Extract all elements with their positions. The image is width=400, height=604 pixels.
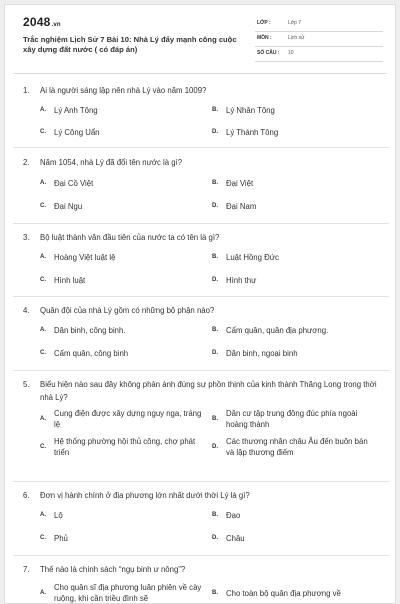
option-b[interactable] [212, 408, 384, 430]
meta-row-subject [255, 32, 383, 47]
question-text [23, 489, 383, 502]
option-text: Lộ [54, 511, 63, 520]
question-item [5, 371, 396, 481]
question-body: Năm 1054, nhà Lý đã đổi tên nước là gì? [40, 158, 183, 167]
meta-row-class [255, 17, 383, 32]
option-text: Hình luật [54, 276, 86, 285]
option-letter: C. [40, 535, 46, 541]
question-body: Bộ luật thành văn đầu tiên của nước ta có tên là gì? [40, 233, 220, 242]
option-text: Lý Công Uẩn [54, 128, 100, 137]
option-grid [40, 325, 383, 359]
option-grid [40, 510, 383, 544]
question-body: Thế nào là chính sách “ngụ binh ư nông”? [40, 565, 186, 574]
option-letter: C. [40, 277, 46, 283]
option-d[interactable] [212, 533, 384, 544]
logo-text: 2048 [23, 15, 51, 29]
option-a[interactable] [40, 510, 212, 521]
option-text: Hình thư [226, 276, 257, 285]
option-c[interactable] [40, 201, 212, 212]
option-b[interactable] [212, 178, 384, 189]
option-text: Lý Anh Tông [54, 106, 98, 115]
question-body: Ai là người sáng lập nên nhà Lý vào năm 1009? [40, 86, 207, 95]
option-c[interactable] [40, 533, 212, 544]
option-text: Cho quân sĩ địa phương luân phiên về cày ruộng, khi cần triều đình sẽ [54, 583, 202, 603]
option-a[interactable] [40, 178, 212, 189]
option-d[interactable] [212, 201, 384, 212]
option-text: Đại Nam [226, 202, 257, 211]
meta-info [255, 17, 383, 62]
question-body: Biểu hiện nào sau đây không phản ánh đúng sự phồn thịnh của kinh thành Thăng Long trong thời nhà Lý? [40, 380, 377, 402]
question-body: Quân đội của nhà Lý gồm có những bộ phận nào? [40, 306, 215, 315]
meta-label: MÔN : [257, 35, 272, 41]
option-a[interactable] [40, 408, 212, 430]
option-text: Cấm quân, quân địa phương. [226, 326, 329, 335]
option-letter: B. [212, 327, 218, 333]
question-item [5, 79, 396, 147]
option-letter: A. [40, 107, 46, 113]
question-list [5, 79, 396, 604]
document-header [5, 5, 395, 71]
option-text: Đại Cồ Việt [54, 179, 94, 188]
option-c[interactable] [40, 127, 212, 138]
option-letter: D. [212, 277, 218, 283]
question-number: 1. [23, 86, 30, 95]
meta-label: LỚP : [257, 20, 271, 26]
option-text: Lý Nhân Tông [226, 106, 275, 115]
option-letter: B. [212, 180, 218, 186]
meta-row-count [255, 47, 383, 62]
option-text: Cho toàn bộ quân địa phương về [226, 588, 341, 598]
option-text: Hệ thống phường hội thủ công, chợ phát triển [54, 437, 196, 457]
option-d[interactable] [212, 436, 384, 458]
option-letter: D. [212, 129, 218, 135]
option-c[interactable] [40, 348, 212, 359]
question-number: 3. [23, 233, 30, 242]
question-number: 4. [23, 306, 30, 315]
meta-value: Lịch sử [288, 35, 305, 41]
option-a[interactable] [40, 105, 212, 116]
option-grid [40, 105, 383, 138]
option-text: Cung điện được xây dựng nguy nga, tráng lệ [54, 409, 202, 429]
option-text: Phủ [54, 534, 68, 543]
option-letter: A. [40, 415, 46, 422]
option-letter: A. [40, 512, 46, 518]
page-title: Trắc nghiệm Lịch Sử 7 Bài 10: Nhà Lý đẩy mạnh công cuộc xây dựng đất nước ( có đáp án) [23, 35, 237, 54]
question-item [5, 556, 396, 604]
question-text [23, 304, 383, 317]
option-a[interactable] [40, 325, 212, 336]
option-letter: D. [212, 535, 218, 541]
option-b[interactable] [212, 582, 384, 604]
option-letter: B. [212, 254, 218, 260]
option-grid [40, 252, 383, 286]
option-letter: D. [212, 350, 218, 356]
option-c[interactable] [40, 275, 212, 286]
option-letter: C. [40, 203, 46, 209]
meta-value: 10 [288, 50, 294, 56]
option-letter: D. [212, 443, 218, 450]
question-text [23, 84, 383, 97]
option-text: Dân binh, ngoại binh [226, 349, 298, 358]
meta-value: Lớp 7 [288, 20, 302, 26]
option-grid [40, 178, 383, 212]
option-text: Luật Hồng Đức [226, 253, 279, 262]
option-text: Lý Thánh Tông [226, 128, 279, 137]
option-d[interactable] [212, 348, 384, 359]
question-body: Đơn vị hành chính ở địa phương lớn nhất dưới thời Lý là gì? [40, 491, 250, 500]
option-b[interactable] [212, 252, 384, 263]
question-number: 2. [23, 158, 30, 167]
option-letter: A. [40, 254, 46, 260]
option-text: Các thương nhân châu Âu đến buôn bán và lập thương điếm [226, 437, 368, 457]
option-text: Đạo [226, 511, 241, 520]
option-b[interactable] [212, 510, 384, 521]
option-d[interactable] [212, 127, 384, 138]
question-text [23, 378, 383, 404]
option-d[interactable] [212, 275, 384, 286]
question-text [23, 156, 383, 169]
question-number: 7. [23, 565, 30, 574]
option-text: Dân binh, công binh. [54, 326, 126, 335]
meta-label: SỐ CÂU : [257, 50, 280, 56]
option-grid [40, 582, 383, 604]
option-c[interactable] [40, 436, 212, 458]
question-item [5, 297, 396, 370]
option-letter: D. [212, 203, 218, 209]
option-text: Cấm quân, công binh [54, 349, 129, 358]
option-b[interactable] [212, 105, 384, 116]
option-letter: C. [40, 443, 46, 450]
header-divider [13, 73, 387, 74]
option-letter: B. [212, 512, 218, 518]
option-letter: B. [212, 415, 218, 422]
option-letter: A. [40, 327, 46, 333]
logo-suffix: .vn [51, 22, 61, 28]
option-a[interactable] [40, 252, 212, 263]
option-text: Hoàng Việt luật lệ [54, 253, 116, 262]
site-logo[interactable] [23, 15, 61, 29]
option-letter: C. [40, 350, 46, 356]
option-letter: B. [212, 107, 218, 113]
question-text [23, 231, 383, 244]
question-text [23, 563, 383, 576]
option-a[interactable] [40, 582, 212, 604]
question-number: 5. [23, 380, 30, 389]
option-letter: A. [40, 180, 46, 186]
option-letter: A. [40, 589, 46, 596]
question-item [5, 148, 396, 223]
question-number: 6. [23, 491, 30, 500]
option-text: Đại Ngu [54, 202, 83, 211]
option-letter: B. [212, 589, 218, 596]
option-grid [40, 408, 383, 458]
option-text: Dân cư tập trung đông đúc phía ngoài hoàng thành [226, 409, 358, 429]
document-page [4, 4, 396, 604]
option-text: Đại Việt [226, 179, 254, 188]
option-b[interactable] [212, 325, 384, 336]
question-item [5, 482, 396, 555]
question-item [5, 224, 396, 296]
option-text: Châu [226, 534, 245, 543]
option-letter: C. [40, 129, 46, 135]
